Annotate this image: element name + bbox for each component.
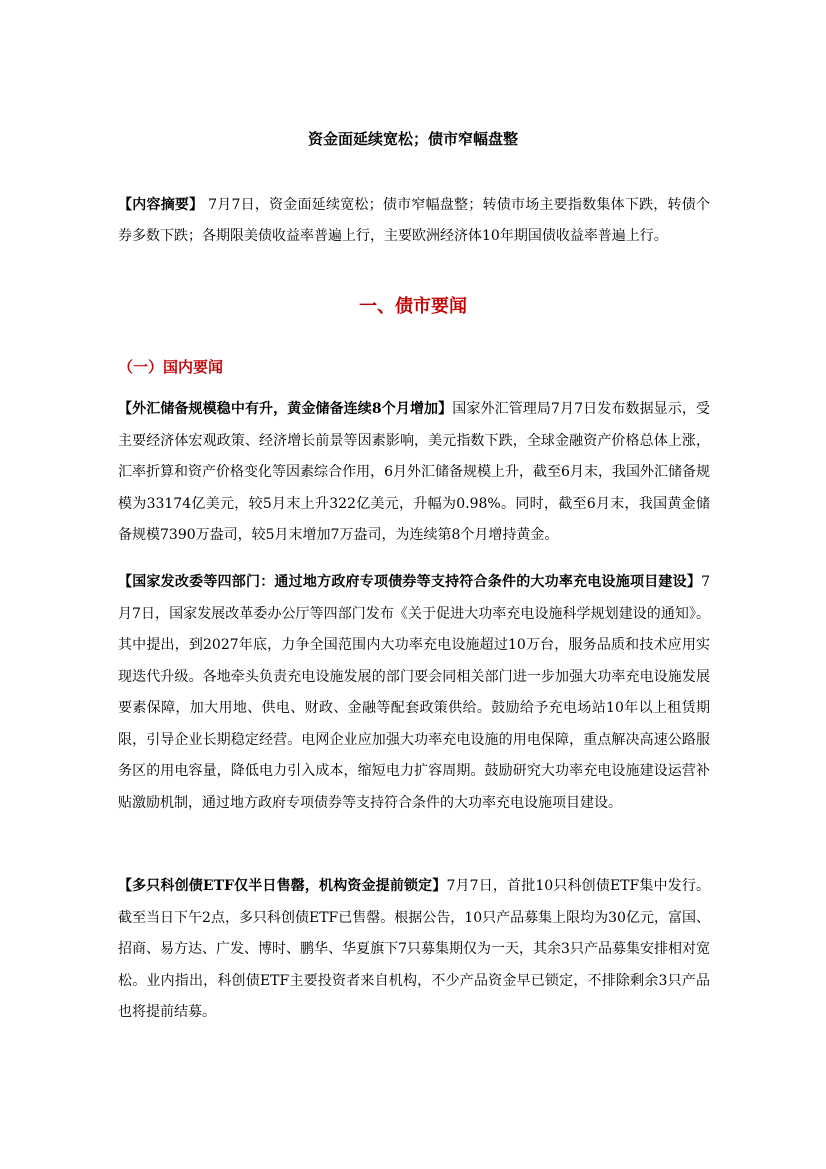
summary-text: 7月7日，资金面延续宽松；债市窄幅盘整；转债市场主要指数集体下跌，转债个券多数下跌；各期限美债收益率普遍上行，主要欧洲经济体10年期国债收益率普遍上行。 (118, 197, 710, 244)
news-headline: 【国家发改委等四部门：通过地方政府专项债券等支持符合条件的大功率充电设施项目建设】 (118, 574, 702, 590)
news-item (118, 394, 710, 552)
news-item (118, 871, 710, 1029)
news-headline: 【外汇储备规模稳中有升，黄金储备连续8个月增加】 (118, 401, 453, 417)
sub-heading-domestic-news: （一）国内要闻 (118, 358, 224, 376)
document-title: 资金面延续宽松；债市窄幅盘整 (307, 130, 518, 148)
summary-label: 【内容摘要】 (118, 197, 204, 213)
section-heading-bond-news: 一、债市要闻 (359, 296, 467, 317)
content-summary (118, 190, 710, 252)
news-body: 7月7日，国家发展改革委办公厅等四部门发布《关于促进大功率充电设施科学规划建设的通知》。其中提出，到2027年底，力争全国范围内大功率充电设施超过10万台，服务品质和技术应用实现迭代升级。各地牵头负责充电设施发展的部门要会同相关部门进一步加强大功率充电设施发展要素保障，加大用地、供电、财政、金融等配套政策供给。鼓励给予充电场站10年以上租赁期限，引导企业长期稳定经营。电网企业应加强大功率充电设施的用电保障，重点解决高速公路服务区的用电容量，降低电力引入成本，缩短电力扩容周期。鼓励研究大功率充电设施建设运营补贴激励机制，通过地方政府专项债券等支持符合条件的大功率充电设施项目建设。 (118, 574, 710, 811)
news-headline: 【多只科创债ETF仅半日售罄，机构资金提前锁定】 (118, 878, 447, 894)
news-item (118, 567, 710, 819)
news-body: 国家外汇管理局7月7日发布数据显示，受主要经济体宏观政策、经济增长前景等因素影响，美元指数下跌，全球金融资产价格总体上涨，汇率折算和资产价格变化等因素综合作用，6月外汇储备规模上升，截至6月末，我国外汇储备规模为33174亿美元，较5月末上升322亿美元，升幅为0.98%。同时，截至6月末，我国黄金储备规模7390万盎司，较5月末增加7万盎司，为连续第8个月增持黄金。 (118, 401, 710, 543)
news-body: 7月7日，首批10只科创债ETF集中发行。截至当日下午2点，多只科创债ETF已售罄。根据公告，10只产品募集上限均为30亿元，富国、招商、易方达、广发、博时、鹏华、华夏旗下7只募集期仅为一天，其余3只产品募集安排相对宽松。业内指出，科创债ETF主要投资者来自机构，不少产品资金早已锁定，不排除剩余3只产品也将提前结募。 (118, 878, 710, 1020)
